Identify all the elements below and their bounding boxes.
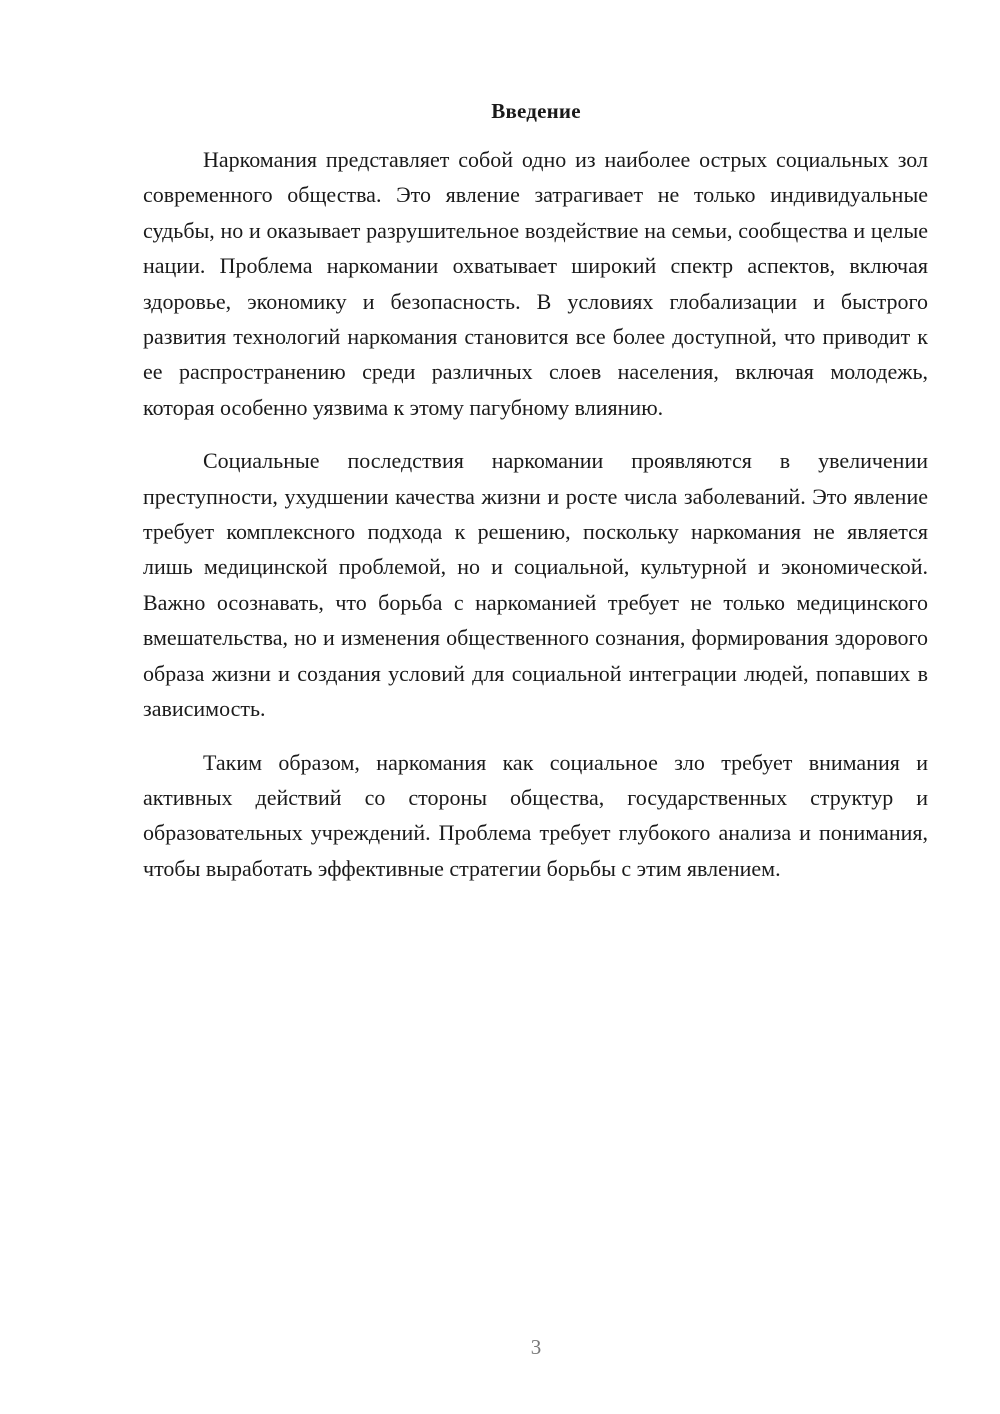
paragraph-1: Наркомания представляет собой одно из наиболее острых социальных зол современного общества. Это явление затрагивает не только индивидуальные судьбы, но и оказывает разрушительное воздействие на семьи, сообщества и целые нации. Проблема наркомании охватывает широкий спектр аспектов, включая здоровье, экономику и безопасность. В условиях глобализации и быстрого развития технологий наркомания становится все более доступной, что приводит к ее распространению среди различных слоев населения, включая молодежь, которая особенно уязвима к этому пагубному влиянию. xyxy=(143,147,928,420)
paragraph-2: Социальные последствия наркомании проявляются в увеличении преступности, ухудшении качества жизни и росте числа заболеваний. Это явление требует комплексного подхода к решению, поскольку наркомания не является лишь медицинской проблемой, но и социальной, культурной и экономической. Важно осознавать, что борьба с наркоманией требует не только медицинского вмешательства, но и изменения общественного сознания, формирования здорового образа жизни и создания условий для социальной интеграции людей, попавших в зависимость. xyxy=(143,448,928,722)
section-title: Введение xyxy=(491,99,581,123)
page-number: 3 xyxy=(530,1335,542,1359)
paragraph-3: Таким образом, наркомания как социальное зло требует внимания и активных действий со стороны общества, государственных структур и образовательных учреждений. Проблема требует глубокого анализа и понимания, чтобы выработать эффективные стратегии борьбы с этим явлением. xyxy=(143,749,928,881)
body-text xyxy=(143,142,928,886)
